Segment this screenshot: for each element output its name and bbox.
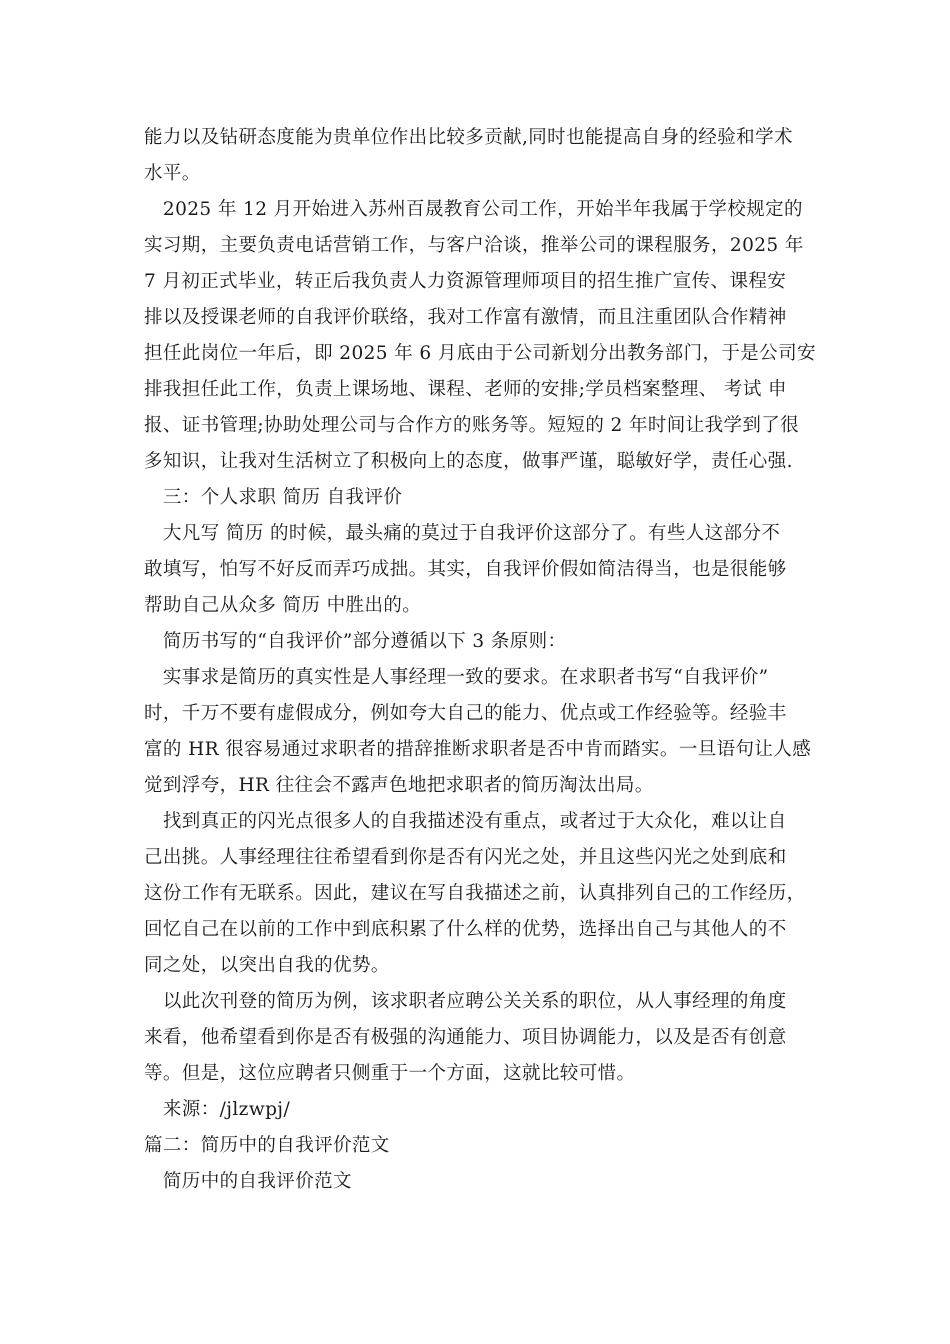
text-line: 排以及授课老师的自我评价联络，我对工作富有激情，而且注重团队合作精神 — [144, 307, 787, 328]
section-heading: 篇二：简历中的自我评价范文 — [144, 1135, 390, 1156]
text-line: 己出挑。人事经理往往希望看到你是否有闪光之处，并且这些闪光之处到底和 — [144, 847, 787, 868]
text-line: 同之处，以突出自我的优势。 — [144, 955, 390, 976]
text-line: 7 月初正式毕业，转正后我负责人力资源管理师项目的招生推广宣传、课程安 — [144, 271, 787, 292]
text-line: 以此次刊登的简历为例，该求职者应聘公关关系的职位，从人事经理的角度 — [144, 991, 787, 1012]
text-line: 多知识，让我对生活树立了积极向上的态度，做事严谨，聪敏好学，责任心强. — [144, 451, 793, 472]
text-line: 实事求是简历的真实性是人事经理一致的要求。在求职者书写“自我评价” — [144, 667, 769, 688]
text-line: 回忆自己在以前的工作中到底积累了什么样的优势，选择出自己与其他人的不 — [144, 919, 787, 940]
text-line: 担任此岗位一年后，即 2025 年 6 月底由于公司新划分出教务部门，于是公司安 — [144, 343, 816, 364]
text-line: 排我担任此工作，负责上课场地、课程、老师的安排;学员档案整理、 考试 申 — [144, 379, 787, 400]
section-heading: 简历中的自我评价范文 — [144, 1171, 352, 1192]
text-line: 时，千万不要有虚假成分，例如夸大自己的能力、优点或工作经验等。经验丰 — [144, 703, 787, 724]
text-line: 帮助自己从众多 简历 中胜出的。 — [144, 595, 422, 616]
source-line: 来源：/jlzwpj/ — [144, 1099, 291, 1120]
text-line: 2025 年 12 月开始进入苏州百晟教育公司工作，开始半年我属于学校规定的 — [144, 199, 803, 220]
text-line: 水平。 — [144, 163, 201, 184]
text-line: 能力以及钻研态度能为贵单位作出比较多贡献,同时也能提高自身的经验和学术 — [144, 127, 793, 148]
text-line: 这份工作有无联系。因此，建议在写自我描述之前，认真排列自己的工作经历， — [144, 883, 806, 904]
text-line: 来看，他希望看到你是否有极强的沟通能力、项目协调能力，以及是否有创意 — [144, 1027, 787, 1048]
text-line: 等。但是，这位应聘者只侧重于一个方面，这就比较可惜。 — [144, 1063, 636, 1084]
text-line: 大凡写 简历 的时候，最头痛的莫过于自我评价这部分了。有些人这部分不 — [144, 523, 781, 544]
text-line: 实习期，主要负责电话营销工作，与客户洽谈，推举公司的课程服务，2025 年 — [144, 235, 804, 256]
text-line: 找到真正的闪光点很多人的自我描述没有重点，或者过于大众化，难以让自 — [144, 811, 787, 832]
text-line: 简历书写的“自我评价”部分遵循以下 3 条原则： — [144, 631, 567, 652]
text-line: 报、证书管理;协助处理公司与合作方的账务等。短短的 2 年时间让我学到了很 — [144, 415, 800, 436]
text-line: 觉到浮夸，HR 往往会不露声色地把求职者的简历淘汰出局。 — [144, 775, 654, 796]
section-heading: 三：个人求职 简历 自我评价 — [144, 487, 403, 508]
text-line: 富的 HR 很容易通过求职者的措辞推断求职者是否中肯而踏实。一旦语句让人感 — [144, 739, 812, 760]
text-line: 敢填写，怕写不好反而弄巧成拙。其实，自我评价假如简洁得当，也是很能够 — [144, 559, 787, 580]
